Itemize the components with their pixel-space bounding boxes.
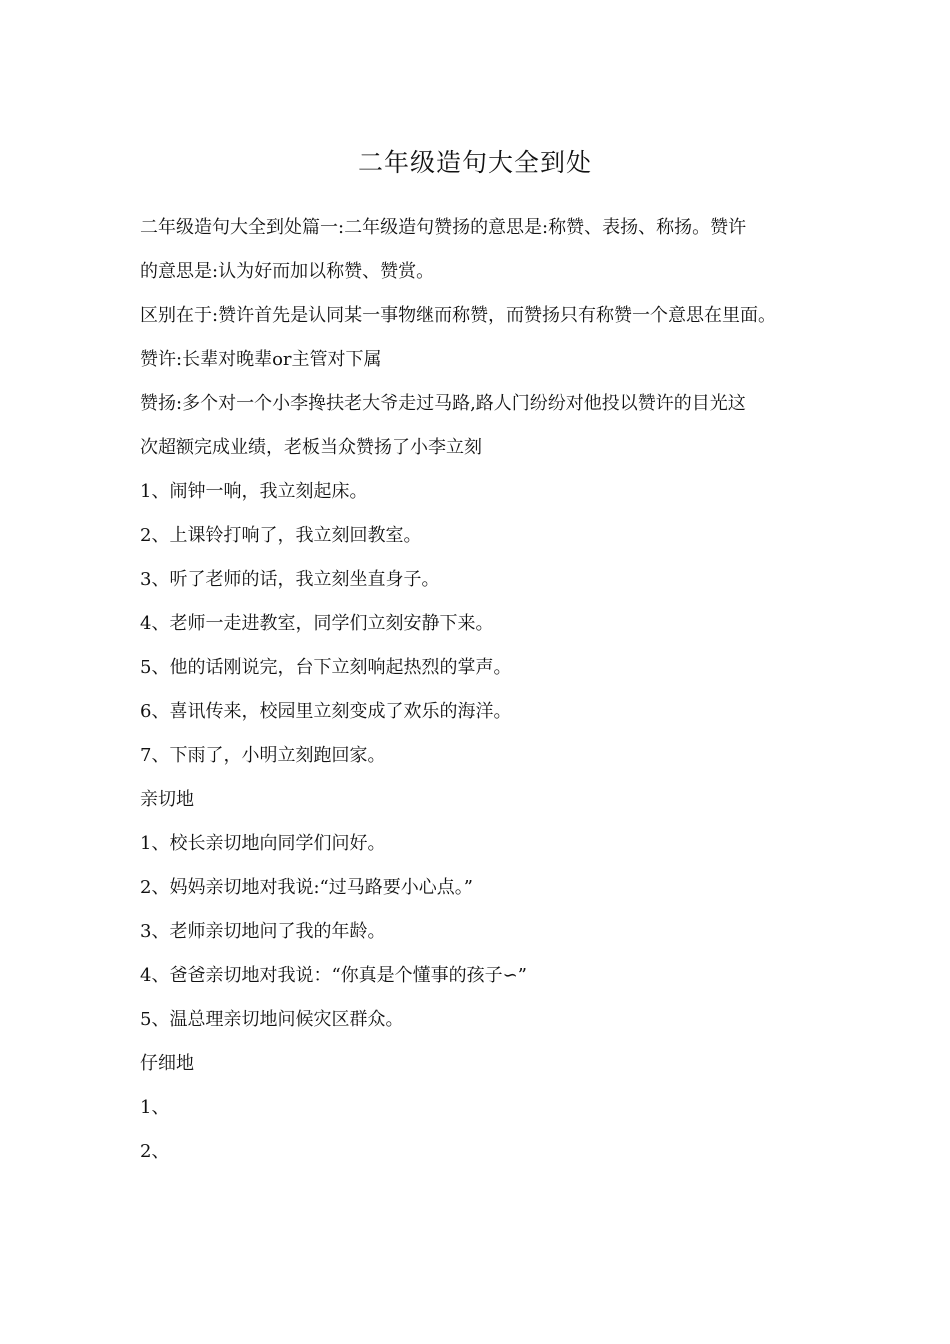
sentence-item: 1、校长亲切地向同学们问好。 xyxy=(140,833,386,854)
sentence-item: 3、听了老师的话，我立刻坐直身子。 xyxy=(140,569,440,590)
paragraph-line: 的意思是:认为好而加以称赞、赞赏。 xyxy=(140,261,435,282)
section-heading: 亲切地 xyxy=(140,789,194,810)
sentence-item: 4、老师一走进教室，同学们立刻安静下来。 xyxy=(140,613,494,634)
sentence-item: 7、下雨了，小明立刻跑回家。 xyxy=(140,745,386,766)
sentence-item: 5、他的话刚说完，台下立刻响起热烈的掌声。 xyxy=(140,657,512,678)
sentence-item: 1、 xyxy=(140,1097,170,1118)
document-body xyxy=(140,212,870,1180)
sentence-item: 4、爸爸亲切地对我说：“你真是个懂事的孩子∽” xyxy=(140,965,527,986)
paragraph-line: 赞许:长辈对晚辈or主管对下属 xyxy=(140,349,382,370)
sentence-item: 2、 xyxy=(140,1141,170,1162)
sentence-item: 2、上课铃打响了，我立刻回教室。 xyxy=(140,525,422,546)
section-heading: 仔细地 xyxy=(140,1053,194,1074)
sentence-item: 6、喜讯传来，校园里立刻变成了欢乐的海洋。 xyxy=(140,701,512,722)
paragraph-line: 二年级造句大全到处篇一:二年级造句赞扬的意思是:称赞、表扬、称扬。赞许 xyxy=(140,217,747,238)
sentence-item: 5、温总理亲切地问候灾区群众。 xyxy=(140,1009,404,1030)
page-title: 二年级造句大全到处 xyxy=(357,148,592,177)
sentence-item: 1、闹钟一响，我立刻起床。 xyxy=(140,481,368,502)
paragraph-line: 区别在于:赞许首先是认同某一事物继而称赞，而赞扬只有称赞一个意思在里面。 xyxy=(140,305,777,326)
sentence-item: 2、妈妈亲切地对我说:“过马路要小心点。” xyxy=(140,877,473,898)
sentence-item: 3、老师亲切地问了我的年龄。 xyxy=(140,921,386,942)
paragraph-line: 赞扬:多个对一个小李搀扶老大爷走过马路,路人门纷纷对他投以赞许的目光这 xyxy=(140,393,746,414)
paragraph-line: 次超额完成业绩，老板当众赞扬了小李立刻 xyxy=(140,437,482,458)
